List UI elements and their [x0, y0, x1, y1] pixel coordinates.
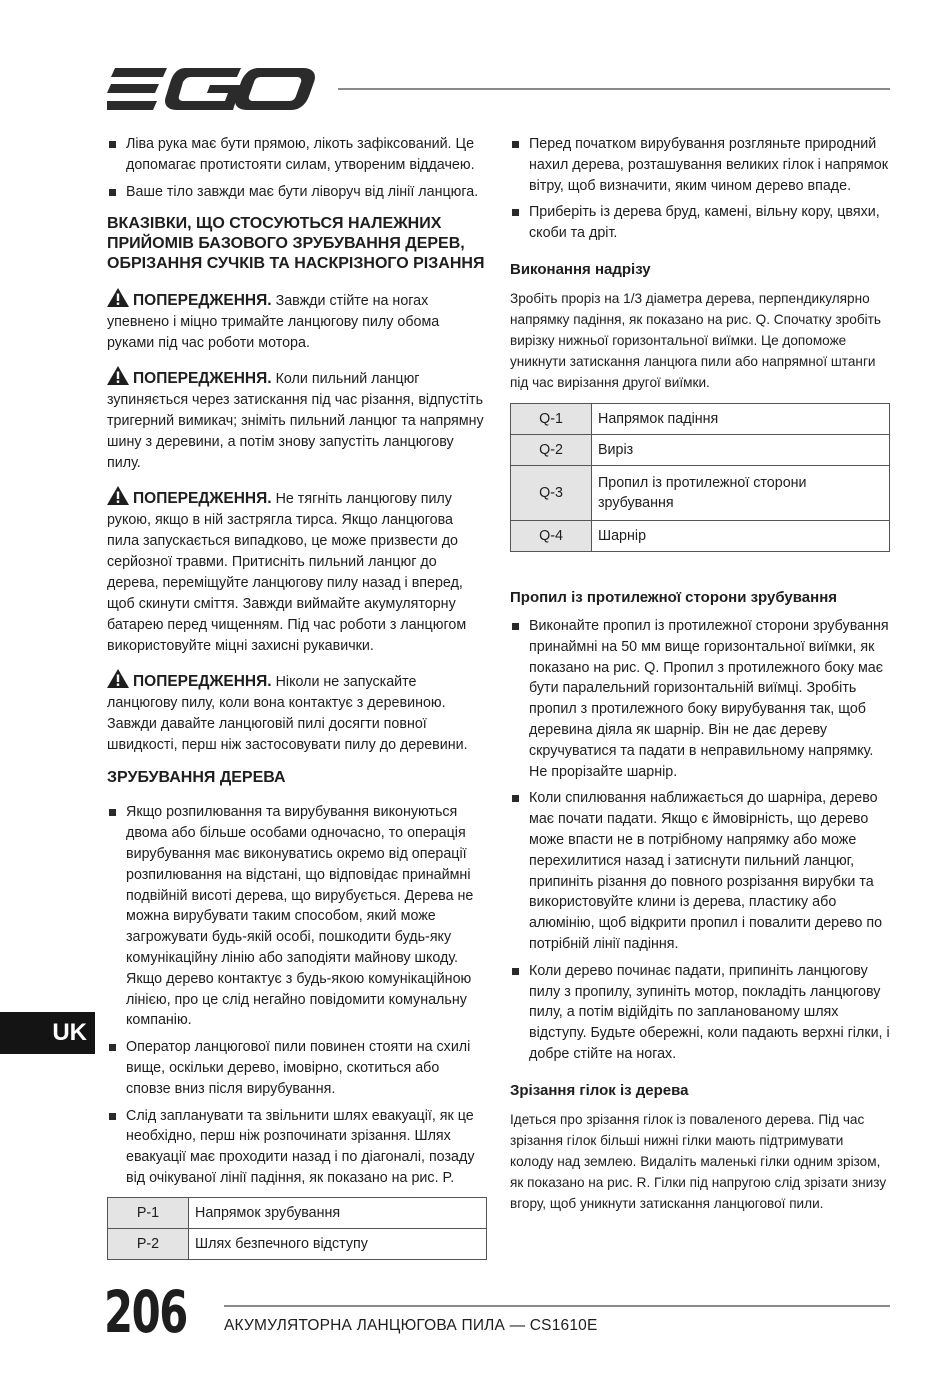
- limbing-paragraph: Ідеться про зрізання гілок із поваленого дерева. Під час зрізання гілок більші нижні гілки мають підтримувати колоду над землею. Видаліть маленькі гілки одним зрізом, як показано на рис. R. Гілки під напругою слід зрізати знизу вгору, щоб уникнути затискання ланцюгової пили.: [510, 1111, 887, 1211]
- warning-label: ПОПЕРЕДЖЕННЯ.: [133, 490, 272, 508]
- table-row: [511, 434, 890, 465]
- legend-key: Q-4: [511, 520, 592, 551]
- backcut-bullets: [510, 616, 890, 1065]
- warning-triangle-icon: [107, 366, 129, 385]
- table-row: [108, 1197, 487, 1228]
- legend-key: Q-1: [511, 403, 592, 434]
- list-item: Виконайте пропил із протилежної сторони зрубування принаймні на 50 мм вище горизонтальної виїмки, як показано на рис. Q. Пропил з протилежного боку має бути паралельний горизонтальній виїмці. Зробіть пропил з протилежного боку вирубування так, щоб деревина діяла як шарнір. Він не дає дереву скручуватися та падати в неправильному напрямку. Не прорізайте шарнір.: [510, 616, 890, 782]
- felling-bullets: [107, 802, 487, 1188]
- warning-triangle-icon: [107, 669, 129, 688]
- right-top-bullets: [510, 134, 890, 244]
- footer-rule: [224, 1305, 890, 1307]
- table-row: [511, 403, 890, 434]
- legend-key: Q-3: [511, 465, 592, 520]
- warning-block: [107, 669, 487, 756]
- language-tab: UK: [0, 1012, 95, 1054]
- warning-text: Ніколи не запускайте ланцюгову пилу, коли вона контактує з деревиною. Завжди давайте ланцюговій пилі досягти повної швидкості, перш ніж застосовувати пилу до деревини.: [107, 674, 468, 754]
- legend-value: Пропил із протилежної сторони зрубування: [592, 465, 890, 520]
- warning-block: [107, 486, 487, 657]
- warning-label: ПОПЕРЕДЖЕННЯ.: [133, 673, 272, 691]
- left-column: [107, 134, 487, 1274]
- list-item: Оператор ланцюгової пили повинен стояти на схилі вище, оскільки дерево, імовірно, скотиться або сповзе вниз після вирубування.: [107, 1037, 487, 1099]
- list-item: Коли спилювання наближається до шарніра, дерево має почати падати. Якщо є ймовірність, що дерево може впасти не в потрібному напрямку або може перехилитися назад і затиснути пильний ланцюг, припиніть різання до повного розрізання вирубки та використовуйте клини із дерева, пластику або алюмінію, щоб відкрити пропил і повалити дерево по потрібній лінії падіння.: [510, 788, 890, 954]
- page-number: 206: [104, 1278, 187, 1346]
- warning-text: Не тягніть ланцюгову пилу рукою, якщо в ній застрягла тирса. Якщо ланцюгова пила запускається випадково, це може призвести до серйозної травми. Притисніть пильний ланцюг до дерева, переміщуйте ланцюгову пилу назад і вперед, щоб скинути сміття. Завжди виймайте акумуляторну батарею перед чищенням. Під час роботи з ланцюгом використовуйте міцні захисні рукавички.: [107, 491, 467, 655]
- felling-heading: ЗРУБУВАННЯ ДЕРЕВА: [107, 769, 286, 787]
- warning-block: [107, 288, 487, 354]
- list-item: Ліва рука має бути прямою, лікоть зафіксований. Це допомагає протистояти силам, утвореним віддачею.: [107, 134, 487, 176]
- section-heading: ВКАЗІВКИ, ЩО СТОСУЮТЬСЯ НАЛЕЖНИХ ПРИЙОМІВ БАЗОВОГО ЗРУБУВАННЯ ДЕРЕВ, ОБРІЗАННЯ СУЧКІВ ТА НАСКРІЗНОГО РІЗАННЯ: [107, 215, 485, 273]
- warning-triangle-icon: [107, 486, 129, 505]
- notch-heading: Виконання надрізу: [510, 260, 651, 278]
- list-item: Приберіть із дерева бруд, камені, вільну кору, цвяхи, скоби та дріт.: [510, 202, 890, 244]
- warning-text: Завжди стійте на ногах упевнено і міцно тримайте ланцюгову пилу обома руками під час роботи мотора.: [107, 293, 440, 352]
- list-item: Якщо розпилювання та вирубування виконуються двома або більше особами одночасно, то операція вирубування має виконуватись окремо від операції розпилювання на відстані, що відповідає принаймні подвійній висоті дерева, що вирубується. Дерева не можна вирубувати таким способом, який може загрожувати будь-якій особі, пошкодити будь-яку комунікаційну лінію або заподіяти майнову шкоду. Якщо дерево контактує з будь-якою комунікаційною лінією, про це слід негайно повідомити комунальну компанію.: [107, 802, 487, 1031]
- legend-table-q: [510, 403, 890, 552]
- list-item: Перед початком вирубування розгляньте природний нахил дерева, розташування великих гілок і напрямок вітру, щоб визначити, яким чином дерево впаде.: [510, 134, 890, 196]
- warning-text: Коли пильний ланцюг зупиняється через затискання під час різання, відпустіть тригерний вимикач; зніміть пильний ланцюг та напрямну шину з деревини, а потім знову запустіть ланцюгову пилу.: [107, 371, 484, 472]
- right-column: [510, 134, 890, 1224]
- legend-value: Напрямок зрубування: [189, 1197, 487, 1228]
- warning-label: ПОПЕРЕДЖЕННЯ.: [133, 292, 272, 310]
- legend-value: Виріз: [592, 434, 890, 465]
- ego-logo: [107, 66, 317, 112]
- legend-key: P-1: [108, 1197, 189, 1228]
- list-item: Коли дерево починає падати, припиніть ланцюгову пилу з пропилу, зупиніть мотор, покладіть ланцюгову пилу, а потім відійдіть по запланованому шлях відступу. Будьте обережні, коли падають верхні гілки, і добре стійте на ногах.: [510, 961, 890, 1065]
- left-top-bullets: [107, 134, 487, 202]
- backcut-heading: Пропил із протилежної сторони зрубування: [510, 588, 838, 606]
- list-item: Ваше тіло завжди має бути ліворуч від лінії ланцюга.: [107, 182, 487, 203]
- notch-paragraph: Зробіть проріз на 1/3 діаметра дерева, перпендикулярно напрямку падіння, як показано на рис. Q. Спочатку зробіть вирізку нижньої горизонтальної виїмки. Це допоможе уникнути затискання ланцюга пили або напрямної штанги під час вирізання другої виїмки.: [510, 290, 881, 390]
- limbing-heading: Зрізання гілок із дерева: [510, 1081, 689, 1099]
- legend-value: Напрямок падіння: [592, 403, 890, 434]
- header-rule: [338, 88, 890, 90]
- legend-value: Шлях безпечного відступу: [189, 1228, 487, 1259]
- legend-key: Q-2: [511, 434, 592, 465]
- table-row: [108, 1228, 487, 1259]
- table-row: [511, 520, 890, 551]
- warning-label: ПОПЕРЕДЖЕННЯ.: [133, 370, 272, 388]
- legend-key: P-2: [108, 1228, 189, 1259]
- list-item: Слід запланувати та звільнити шлях евакуації, як це необхідно, перш ніж розпочинати зрізання. Шлях евакуації має проходити назад і по діагоналі, позаду від очікуваної лінії падіння, як показано на рис. P.: [107, 1106, 487, 1189]
- footer-title: АКУМУЛЯТОРНА ЛАНЦЮГОВА ПИЛА — CS1610E: [224, 1317, 598, 1334]
- table-row: [511, 465, 890, 520]
- legend-value: Шарнір: [592, 520, 890, 551]
- legend-table-p: [107, 1197, 487, 1260]
- warning-block: [107, 366, 487, 474]
- warning-triangle-icon: [107, 288, 129, 307]
